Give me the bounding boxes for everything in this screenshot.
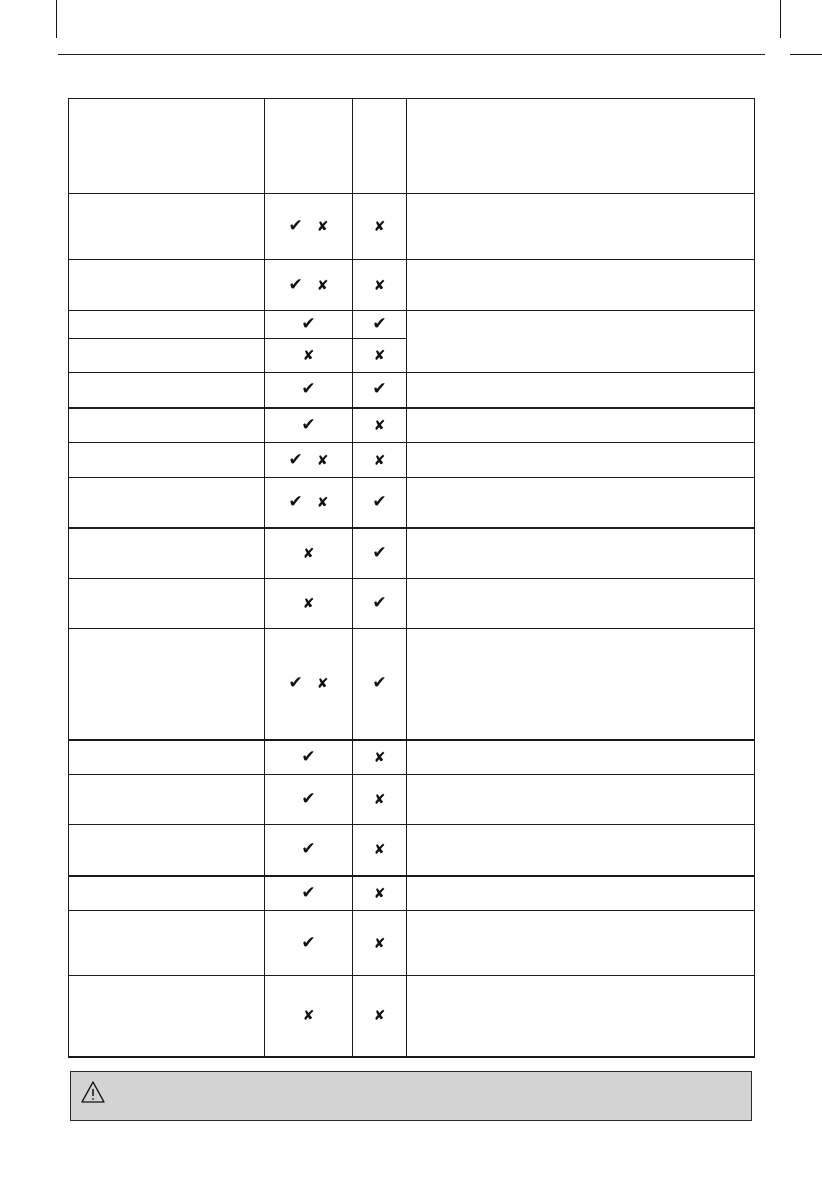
- check-mark-icon: ✔: [288, 673, 303, 694]
- col2-cell: [353, 976, 407, 1057]
- description-cell: [407, 311, 755, 373]
- col2-cell: [353, 194, 407, 260]
- col2-cell: [353, 478, 407, 528]
- feature-cell: [69, 740, 265, 775]
- header-cell-feature: [69, 99, 265, 194]
- feature-cell: [69, 579, 265, 629]
- cross-mark-icon: ✘: [316, 219, 329, 235]
- feature-cell: [69, 876, 265, 911]
- cross-mark-icon: ✘: [373, 792, 386, 808]
- table-row: [69, 373, 755, 408]
- feature-cell: [69, 478, 265, 528]
- description-cell: [407, 775, 755, 825]
- description-cell: [407, 443, 755, 478]
- table-row: [69, 408, 755, 443]
- col1-cell: [265, 579, 353, 629]
- description-cell: [407, 579, 755, 629]
- cross-mark-icon: ✘: [373, 842, 386, 859]
- table-row: [69, 528, 755, 579]
- col2-cell: [353, 311, 407, 339]
- feature-cell: [69, 629, 265, 740]
- check-mark-icon: ✔: [372, 491, 387, 512]
- table-row: [69, 579, 755, 629]
- col2-cell: [353, 373, 407, 408]
- check-mark-icon: ✔: [372, 314, 387, 334]
- col2-cell: [353, 911, 407, 976]
- cross-mark-icon: ✘: [302, 348, 315, 364]
- table-header-row: [69, 99, 755, 194]
- description-cell: [407, 528, 755, 579]
- check-mark-icon: ✔: [301, 839, 316, 860]
- crop-mark-top-left: [56, 0, 57, 38]
- check-mark-icon: ✔: [372, 593, 387, 613]
- table-row: [69, 911, 755, 976]
- cross-mark-icon: ✘: [373, 417, 386, 434]
- feature-cell: [69, 775, 265, 825]
- col1-cell: [265, 528, 353, 579]
- col2-cell: [353, 579, 407, 629]
- feature-cell: [69, 260, 265, 311]
- description-cell: [407, 911, 755, 976]
- feature-cell: [69, 194, 265, 260]
- check-mark-icon: ✔: [301, 932, 316, 953]
- check-mark-icon: ✔: [301, 314, 316, 334]
- col1-cell: [265, 443, 353, 478]
- cross-mark-icon: ✘: [373, 348, 386, 364]
- table-row: [69, 775, 755, 825]
- check-mark-icon: ✔: [372, 673, 387, 694]
- col2-cell: [353, 775, 407, 825]
- cross-mark-icon: ✘: [316, 494, 329, 511]
- cross-mark-icon: ✘: [302, 1008, 315, 1025]
- table-row: [69, 825, 755, 876]
- check-mark-icon: ✔: [301, 882, 316, 903]
- feature-compatibility-table: [68, 98, 755, 1058]
- table-row: [69, 194, 755, 260]
- description-cell: [407, 825, 755, 876]
- feature-cell: [69, 373, 265, 408]
- check-mark-icon: ✔: [288, 274, 303, 295]
- feature-cell: [69, 976, 265, 1057]
- table-row: [69, 443, 755, 478]
- cross-mark-icon: ✘: [316, 676, 329, 693]
- col1-cell: [265, 740, 353, 775]
- cross-mark-icon: ✘: [373, 1008, 386, 1025]
- warning-box: [70, 1071, 752, 1121]
- check-mark-icon: ✔: [301, 746, 316, 767]
- cross-mark-icon: ✘: [316, 452, 329, 469]
- col1-cell: [265, 194, 353, 260]
- check-mark-icon: ✔: [288, 491, 303, 512]
- description-cell: [407, 408, 755, 443]
- check-mark-icon: ✔: [372, 542, 387, 563]
- check-mark-icon: ✔: [372, 379, 387, 400]
- header-rule: [58, 54, 765, 55]
- cross-mark-icon: ✘: [373, 935, 386, 952]
- check-mark-icon: ✔: [288, 216, 303, 236]
- description-cell: [407, 194, 755, 260]
- col1-cell: [265, 775, 353, 825]
- col2-cell: [353, 408, 407, 443]
- crop-mark-top-right: [780, 0, 781, 38]
- feature-cell: [69, 339, 265, 373]
- feature-cell: [69, 311, 265, 339]
- check-mark-icon: ✔: [288, 449, 303, 470]
- col2-cell: [353, 339, 407, 373]
- col1-cell: [265, 408, 353, 443]
- col1-cell: [265, 311, 353, 339]
- description-cell: [407, 478, 755, 528]
- cross-mark-icon: ✘: [302, 596, 315, 612]
- description-cell: [407, 976, 755, 1057]
- col1-cell: [265, 876, 353, 911]
- table-row: [69, 876, 755, 911]
- crop-mark-right: [790, 54, 822, 55]
- cross-mark-icon: ✘: [316, 277, 329, 294]
- feature-cell: [69, 408, 265, 443]
- col2-cell: [353, 825, 407, 876]
- description-cell: [407, 629, 755, 740]
- header-cell-col1: [265, 99, 353, 194]
- table-row: [69, 740, 755, 775]
- feature-cell: [69, 443, 265, 478]
- col1-cell: [265, 373, 353, 408]
- table-row: [69, 311, 755, 339]
- table-row: [69, 629, 755, 740]
- check-mark-icon: ✔: [301, 379, 316, 400]
- table-row: [69, 260, 755, 311]
- description-cell: [407, 373, 755, 408]
- warning-triangle-icon: [81, 1080, 105, 1104]
- col1-cell: [265, 825, 353, 876]
- cross-mark-icon: ✘: [373, 219, 386, 235]
- col1-cell: [265, 911, 353, 976]
- col1-cell: [265, 260, 353, 311]
- table-row: [69, 976, 755, 1057]
- col2-cell: [353, 443, 407, 478]
- col1-cell: [265, 478, 353, 528]
- check-mark-icon: ✔: [301, 414, 316, 435]
- header-cell-col2: [353, 99, 407, 194]
- col1-cell: [265, 976, 353, 1057]
- cross-mark-icon: ✘: [373, 749, 386, 766]
- check-mark-icon: ✔: [301, 789, 316, 809]
- cross-mark-icon: ✘: [373, 452, 386, 469]
- feature-cell: [69, 825, 265, 876]
- col2-cell: [353, 740, 407, 775]
- header-cell-description: [407, 99, 755, 194]
- cross-mark-icon: ✘: [373, 885, 386, 902]
- cross-mark-icon: ✘: [373, 277, 386, 294]
- col2-cell: [353, 629, 407, 740]
- col2-cell: [353, 528, 407, 579]
- description-cell: [407, 740, 755, 775]
- col2-cell: [353, 260, 407, 311]
- col1-cell: [265, 629, 353, 740]
- col1-cell: [265, 339, 353, 373]
- col2-cell: [353, 876, 407, 911]
- description-cell: [407, 876, 755, 911]
- table-row: [69, 478, 755, 528]
- feature-cell: [69, 528, 265, 579]
- feature-cell: [69, 911, 265, 976]
- cross-mark-icon: ✘: [302, 545, 315, 562]
- description-cell: [407, 260, 755, 311]
